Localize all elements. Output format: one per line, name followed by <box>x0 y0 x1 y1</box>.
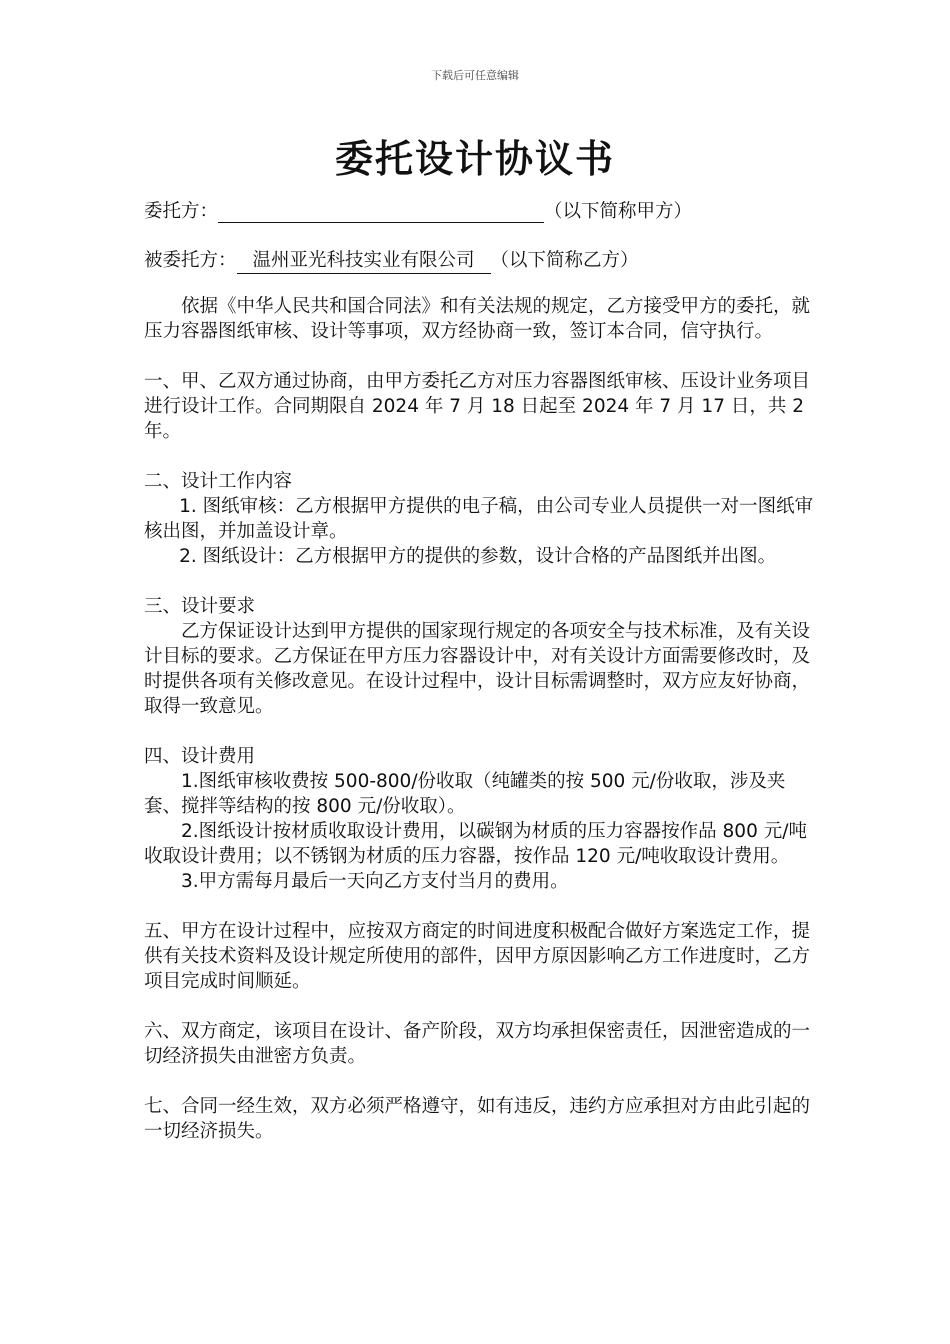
section-7: 七、合同一经生效，双方必须严格遵守，如有违反，违约方应承担对方由此引起的一切经济损失。 <box>144 1096 811 1142</box>
party-a-line <box>144 196 819 227</box>
intro-paragraph: 依据《中华人民共和国合同法》和有关法规的规定，乙方接受甲方的委托，就压力容器图纸审核、设计等事项，双方经协商一致，签订本合同，信守执行。 <box>144 296 811 342</box>
section-4-item: 1.图纸审核收费按 500-800/份收取（纯罐类的按 500 元/份收取，涉及夹套、搅拌等结构的按 800 元/份收取）。 <box>144 771 786 817</box>
header-note: 下载后可任意编辑 <box>431 69 519 82</box>
section-2-heading: 二、设计工作内容 <box>144 471 293 492</box>
party-b-label: 被委托方： <box>144 250 237 271</box>
section-3-body: 乙方保证设计达到甲方提供的国家现行规定的各项安全与技术标准，及有关设计目标的要求。乙方保证在甲方压力容器设计中，对有关设计方面需要修改时，及时提供各项有关修改意见。在设计过程中，设计目标需调整时，双方应友好协商，取得一致意见。 <box>144 621 811 717</box>
document-title: 委托设计协议书 <box>334 137 615 181</box>
section-3-heading: 三、设计要求 <box>144 596 256 617</box>
party-a-blank <box>218 202 544 223</box>
section-1: 一、甲、乙双方通过协商，由甲方委托乙方对压力容器图纸审核、压设计业务项目进行设计工作。合同期限自 2024 年 7 月 18 日起至 2024 年 7 月 17 日，共 2 年。 <box>144 371 811 442</box>
section-5: 五、甲方在设计过程中，应按双方商定的时间进度积极配合做好方案选定工作，提供有关技术资料及设计规定所使用的部件，因甲方原因影响乙方工作进度时，乙方项目完成时间顺延。 <box>144 921 811 992</box>
party-a-label: 委托方： <box>144 201 219 222</box>
section-6: 六、双方商定，该项目在设计、备产阶段，双方均承担保密责任，因泄密造成的一切经济损失由泄密方负责。 <box>144 1021 811 1067</box>
section-4-item: 2.图纸设计按材质收取设计费用，以碳钢为材质的压力容器按作品 800 元/吨收取设计费用；以不锈钢为材质的压力容器，按作品 120 元/吨收取设计费用。 <box>144 821 807 867</box>
section-4-item: 3.甲方需每月最后一天向乙方支付当月的费用。 <box>181 871 569 892</box>
party-b-value: 温州亚光科技实业有限公司 <box>237 249 491 274</box>
section-4-heading: 四、设计费用 <box>144 746 256 767</box>
party-b-suffix: （以下简称乙方） <box>490 250 639 271</box>
section-2-item: 2. 图纸设计：乙方根据甲方的提供的参数，设计合格的产品图纸并出图。 <box>179 546 777 567</box>
party-b-line <box>144 245 819 276</box>
party-a-suffix: （以下简称甲方） <box>544 201 693 222</box>
document-body <box>144 196 819 1144</box>
section-2-item: 1. 图纸审核：乙方根据甲方提供的电子稿，由公司专业人员提供一对一图纸审核出图，并加盖设计章。 <box>144 496 814 542</box>
